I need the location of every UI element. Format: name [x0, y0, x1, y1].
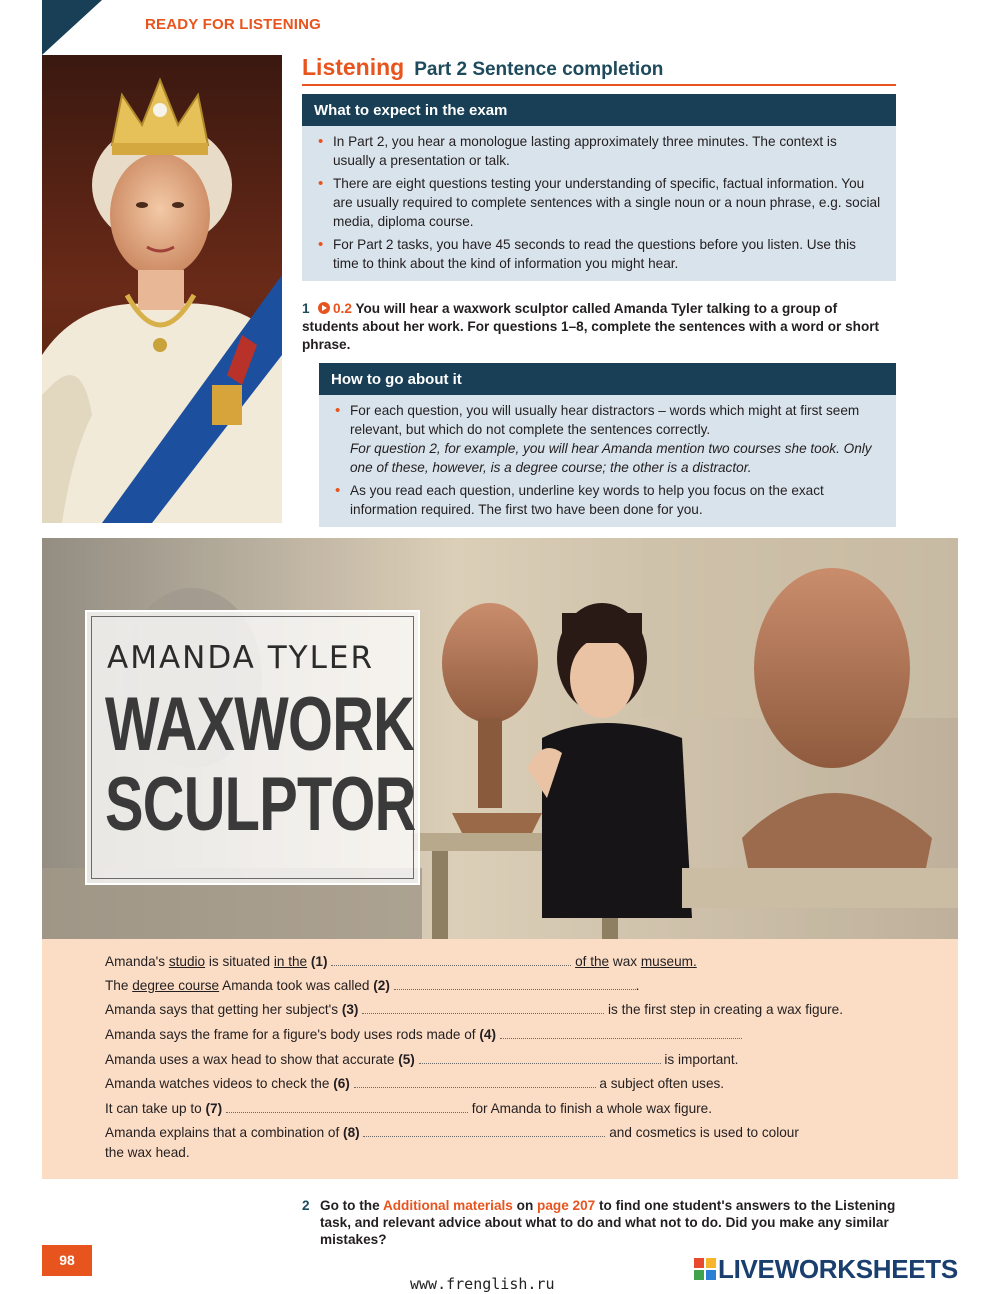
- additional-materials-link[interactable]: Additional materials: [382, 1198, 513, 1213]
- howto-bullet: • As you read each question, underline key words to help you focus on the exact information required. The first two have been done for you.: [335, 481, 882, 519]
- sentence-8-cont: the wax head.: [105, 1145, 190, 1160]
- question-1: [302, 300, 896, 354]
- section-title: [302, 54, 896, 86]
- title-part: Part 2 Sentence completion: [414, 59, 664, 80]
- expect-heading: What to expect in the exam: [302, 94, 896, 126]
- sculptor-name: AMANDA TYLER: [107, 640, 375, 676]
- liveworksheets-icon: [694, 1258, 716, 1280]
- liveworksheets-wordmark: LIVEWORKSHEETS: [718, 1254, 958, 1284]
- answer-gap-3[interactable]: [362, 1001, 604, 1014]
- page-number: 98: [42, 1245, 92, 1276]
- sentence-1: Amanda's studio is situated in the (1) of the wax museum.: [105, 954, 697, 969]
- answer-gap-8[interactable]: [363, 1124, 605, 1137]
- headline-waxwork: WAXWORK: [105, 682, 415, 767]
- title-listening: Listening: [302, 54, 405, 80]
- sentence-completion-panel: [42, 939, 958, 1179]
- audio-play-icon[interactable]: [318, 301, 333, 316]
- page-207-link[interactable]: page 207: [537, 1198, 596, 1213]
- corner-triangle: [42, 0, 102, 55]
- audio-track-label[interactable]: 0.2: [333, 301, 352, 316]
- expect-box: [302, 94, 896, 281]
- sentence-5: Amanda uses a wax head to show that accurate (5) is important.: [105, 1052, 739, 1067]
- section-label: READY FOR LISTENING: [145, 16, 322, 33]
- headline-sculptor: SCULPTOR: [105, 762, 416, 847]
- answer-gap-1[interactable]: [331, 953, 571, 966]
- sentence-3: Amanda says that getting her subject's (3) is the first step in creating a wax figure.: [105, 1002, 844, 1017]
- question-2-text: Go to the Additional materials on page 207 to find one student's answers to the Listening task, and relevant advice about what to do and what not to do. Did you make any similar mistakes?: [320, 1198, 896, 1247]
- howto-example: For question 2, for example, you will hear Amanda mention two courses she took. Only one of these, however, is a degree course; the other is a distractor.: [350, 441, 872, 475]
- expect-bullet: • There are eight questions testing your understanding of specific, factual information. You are usually required to complete sentences with a single noun or a noun phrase, e.g. social media, diploma course.: [318, 174, 882, 231]
- liveworksheets-logo: [694, 1254, 990, 1284]
- answer-gap-2[interactable]: [394, 977, 636, 990]
- howto-heading: How to go about it: [319, 363, 896, 395]
- expect-bullet: • For Part 2 tasks, you have 45 seconds to read the questions before you listen. Use this time to think about the kind of information you might hear.: [318, 235, 882, 273]
- answer-gap-6[interactable]: [354, 1075, 596, 1088]
- sentence-8: Amanda explains that a combination of (8) and cosmetics is used to colour: [105, 1125, 799, 1140]
- question-1-text: You will hear a waxwork sculptor called Amanda Tyler talking to a group of students about her work. For questions 1–8, complete the sentences with a word or short phrase.: [302, 301, 880, 352]
- sentence-6: Amanda watches videos to check the (6) a subject often uses.: [105, 1076, 725, 1091]
- answer-gap-7[interactable]: [226, 1100, 468, 1113]
- sentence-4: Amanda says the frame for a figure's body uses rods made of (4): [105, 1026, 742, 1044]
- question-2-number: 2: [302, 1198, 310, 1213]
- sentence-2: The degree course Amanda took was called (2) .: [105, 978, 640, 993]
- answer-gap-5[interactable]: [419, 1051, 661, 1064]
- queen-portrait-image: [42, 55, 282, 523]
- sentence-7: It can take up to (7) for Amanda to finish a whole wax figure.: [105, 1101, 712, 1116]
- website-url: www.frenglish.ru: [410, 1275, 555, 1293]
- question-1-number: 1: [302, 301, 310, 316]
- expect-bullet: • In Part 2, you hear a monologue lasting approximately three minutes. The context is usually a presentation or talk.: [318, 132, 882, 170]
- question-2: [302, 1197, 902, 1248]
- howto-bullet: • For each question, you will usually hear distractors – words which might at first seem relevant, but which do not complete the sentences correctly. For question 2, for example, you will hear Amanda mention two courses she took. Only one of these, however, is a degree course; the other is a distractor.: [335, 401, 882, 477]
- howto-box: [319, 363, 896, 527]
- answer-gap-4[interactable]: [500, 1026, 742, 1039]
- title-overlay: [85, 610, 420, 885]
